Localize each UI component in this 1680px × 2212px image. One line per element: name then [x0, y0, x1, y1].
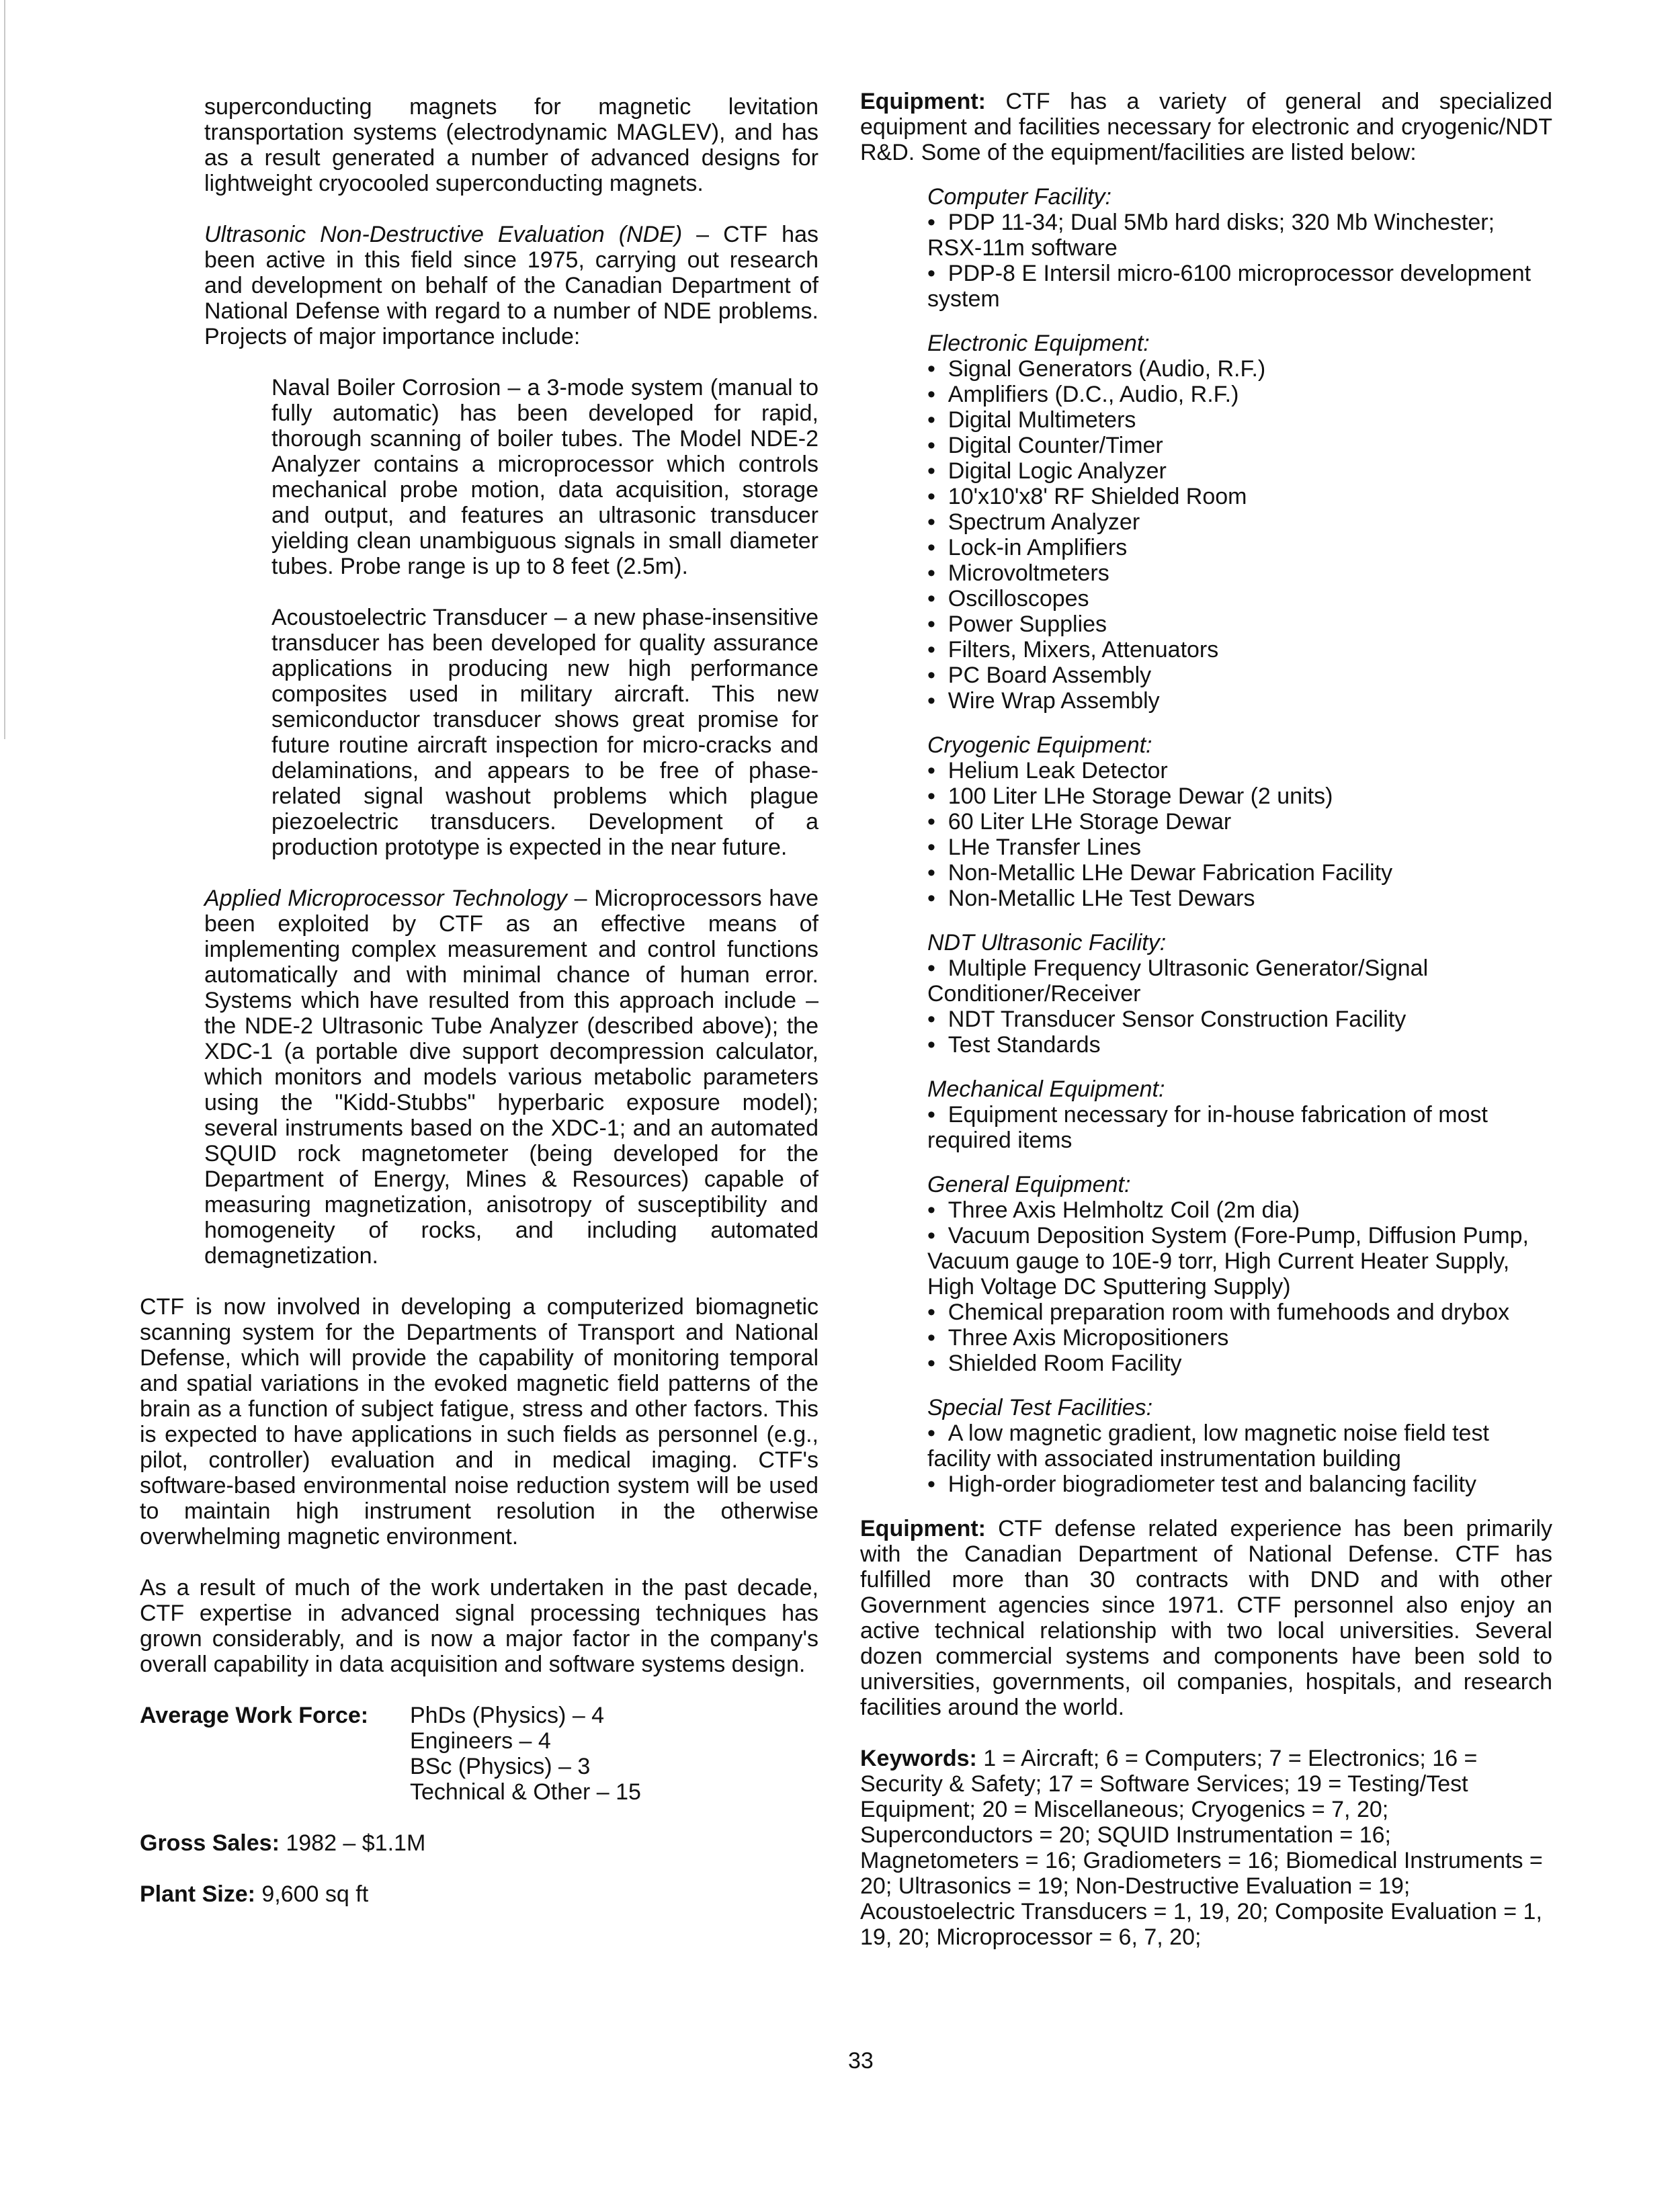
acoustoelectric-paragraph: Acoustoelectric Transducer – a new phase-insensitive transducer has been developed for quality assurance applications in producing new high performance composites used in military aircraft. This new semiconductor transducer shows great promise for future routine aircraft inspection for micro-cracks and delaminations, and appears to be free of phase-related signal washout problems which plague piezoelectric transducers. Development of a production prototype is expected in the near future.: [271, 605, 818, 860]
equipment-list: [927, 955, 1552, 1058]
plant-size-value: 9,600 sq ft: [255, 1881, 369, 1907]
page-number: 33: [848, 2048, 874, 2074]
equipment-list-item: • 10'x10'x8' RF Shielded Room: [927, 484, 1552, 509]
equipment-list-item: • LHe Transfer Lines: [927, 835, 1552, 860]
equipment-list-item: • Digital Multimeters: [927, 407, 1552, 433]
plant-size: [140, 1881, 818, 1907]
equipment-section-title: General Equipment:: [927, 1172, 1131, 1197]
equipment-list-item: • Chemical preparation room with fumehoods and drybox: [927, 1300, 1552, 1325]
equipment-list-item: • Vacuum Deposition System (Fore-Pump, Diffusion Pump, Vacuum gauge to 10E-9 torr, High Current Heater Supply, High Voltage DC Sputtering Supply): [927, 1223, 1552, 1300]
microprocessor-text: – Microprocessors have been exploited by CTF as an effective means of implementing complex measurement and control functions automatically and with minimal chance of human error. Systems which have resulted from this approach include – the NDE-2 Ultrasonic Tube Analyzer (described above); the XDC-1 (a portable dive support decompression calculator, which monitors and models various metabolic parameters using the "Kidd-Stubbs" hyperbaric exposure model); several instruments based on the XDC-1; and an automated SQUID rock magnetometer (being developed for the Department of Energy, Mines & Resources) capable of measuring magnetization, anisotropy of susceptibility and homogeneity of rocks, and including automated demagnetization.: [204, 886, 818, 1269]
equipment-list-item: • Multiple Frequency Ultrasonic Generator/Signal Conditioner/Receiver: [927, 955, 1552, 1007]
equipment-section: [927, 1172, 1552, 1376]
work-force-phds: PhDs (Physics) – 4: [410, 1703, 605, 1728]
equipment-list-item: • Three Axis Micropositioners: [927, 1325, 1552, 1351]
equipment-list: [927, 1420, 1552, 1497]
equipment-list-item: • Wire Wrap Assembly: [927, 688, 1552, 714]
work-force-technical: Technical & Other – 15: [410, 1779, 641, 1805]
equipment-list: [927, 758, 1552, 911]
maglev-paragraph: superconducting magnets for magnetic levitation transportation systems (electrodynamic MAGLEV), and has as a result generated a number of advanced designs for lightweight cryocooled superconducting magnets.: [204, 94, 818, 196]
equipment-list-item: • 60 Liter LHe Storage Dewar: [927, 809, 1552, 835]
equipment-list-item: • PDP 11-34; Dual 5Mb hard disks; 320 Mb Winchester; RSX-11m software: [927, 210, 1552, 261]
equipment-list-item: • Filters, Mixers, Attenuators: [927, 637, 1552, 663]
equipment-list-item: • Test Standards: [927, 1032, 1552, 1058]
left-column: [140, 94, 818, 1907]
equipment-section-title: Electronic Equipment:: [927, 331, 1150, 356]
equipment-list-item: • PDP-8 E Intersil micro-6100 microprocessor development system: [927, 261, 1552, 312]
equipment-list-item: • Oscilloscopes: [927, 586, 1552, 611]
gross-sales-label: Gross Sales:: [140, 1830, 280, 1856]
equipment-section: [927, 930, 1552, 1058]
equipment-list: [927, 356, 1552, 714]
plant-size-label: Plant Size:: [140, 1881, 255, 1907]
equipment-section: [927, 1076, 1552, 1153]
equipment-section: [927, 1395, 1552, 1497]
equipment-list-item: • Signal Generators (Audio, R.F.): [927, 356, 1552, 382]
equipment-list-item: • Equipment necessary for in-house fabrication of most required items: [927, 1102, 1552, 1153]
equipment-list-item: • Shielded Room Facility: [927, 1351, 1552, 1376]
equipment-list-item: • Spectrum Analyzer: [927, 509, 1552, 535]
equipment-list-item: • Non-Metallic LHe Dewar Fabrication Facility: [927, 860, 1552, 886]
microprocessor-heading: Applied Microprocessor Technology: [204, 886, 567, 911]
signal-processing-paragraph: As a result of much of the work undertaken in the past decade, CTF expertise in advanced signal processing techniques has grown considerably, and is now a major factor in the company's overall capability in data acquisition and software systems design.: [140, 1575, 818, 1677]
defense-text: CTF defense related experience has been primarily with the Canadian Department of National Defense. CTF has fulfilled more than 30 contracts with DND and with other Government agencies since 1971. CTF personnel also enjoy an active technical relationship with two local universities. Several dozen commercial systems and components have been sold to universities, governments, oil companies, hospitals, and research facilities around the world.: [860, 1516, 1552, 1720]
equipment-intro: [860, 89, 1552, 165]
equipment-list: [927, 1197, 1552, 1376]
equipment-list: [927, 210, 1552, 312]
equipment-list: [927, 1102, 1552, 1153]
equipment-list-item: • Power Supplies: [927, 611, 1552, 637]
equipment-list-item: • NDT Transducer Sensor Construction Facility: [927, 1007, 1552, 1032]
ndt-heading: Ultrasonic Non-Destructive Evaluation (NDE): [204, 222, 683, 247]
equipment-sections: [860, 165, 1552, 1497]
equipment-section-title: Special Test Facilities:: [927, 1395, 1153, 1420]
work-force-label: Average Work Force:: [140, 1703, 369, 1728]
equipment-list-item: • Helium Leak Detector: [927, 758, 1552, 783]
equipment-section: [927, 732, 1552, 911]
equipment-section-title: NDT Ultrasonic Facility:: [927, 930, 1167, 955]
equipment-list-item: • PC Board Assembly: [927, 663, 1552, 688]
equipment-list-item: • Amplifiers (D.C., Audio, R.F.): [927, 382, 1552, 407]
equipment-list-item: • Lock-in Amplifiers: [927, 535, 1552, 560]
equipment-list-item: • Non-Metallic LHe Test Dewars: [927, 886, 1552, 911]
equipment-list-item: • Digital Logic Analyzer: [927, 458, 1552, 484]
equipment-section-title: Mechanical Equipment:: [927, 1076, 1165, 1102]
work-force-block: [140, 1703, 818, 1805]
equipment-section: [927, 184, 1552, 312]
defense-label: Equipment:: [860, 1516, 986, 1541]
defense-paragraph: [860, 1516, 1552, 1720]
equipment-list-item: • Three Axis Helmholtz Coil (2m dia): [927, 1197, 1552, 1223]
keywords-label: Keywords:: [860, 1746, 977, 1771]
biomagnetic-paragraph: CTF is now involved in developing a computerized biomagnetic scanning system for the Departments of Transport and National Defense, which will provide the capability of monitoring temporal and spatial variations in the evoked magnetic field patterns of the brain as a function of subject fatigue, stress and other factors. This is expected to have applications in such fields as personnel (e.g., pilot, controller) evaluation and in medical imaging. CTF's software-based environmental noise reduction system will be used to maintain high instrument resolution in the otherwise overwhelming magnetic environment.: [140, 1294, 818, 1549]
equipment-label: Equipment:: [860, 89, 986, 114]
equipment-list-item: • 100 Liter LHe Storage Dewar (2 units): [927, 783, 1552, 809]
equipment-section: [927, 331, 1552, 714]
gross-sales-value: 1982 – $1.1M: [279, 1830, 426, 1856]
equipment-list-item: • Digital Counter/Timer: [927, 433, 1552, 458]
keywords-paragraph: [860, 1746, 1552, 1950]
microprocessor-paragraph: [204, 886, 818, 1269]
equipment-section-title: Cryogenic Equipment:: [927, 732, 1152, 758]
equipment-list-item: • Microvoltmeters: [927, 560, 1552, 586]
work-force-values: [410, 1703, 641, 1805]
equipment-list-item: • High-order biogradiometer test and balancing facility: [927, 1472, 1552, 1497]
work-force-bsc: BSc (Physics) – 3: [410, 1754, 591, 1779]
ndt-paragraph: [204, 222, 818, 349]
scan-margin-mark: [4, 0, 5, 739]
right-column: [860, 89, 1552, 1950]
work-force-engineers: Engineers – 4: [410, 1728, 551, 1754]
equipment-list-item: • A low magnetic gradient, low magnetic noise field test facility with associated instrumentation building: [927, 1420, 1552, 1472]
equipment-intro-text: CTF has a variety of general and specialized equipment and facilities necessary for electronic and cryogenic/NDT R&D. Some of the equipment/facilities are listed below:: [860, 89, 1552, 165]
ndt-text: – CTF has been active in this field since 1975, carrying out research and development on behalf of the Canadian Department of National Defense with regard to a number of NDE problems. Projects of major importance include:: [204, 222, 818, 349]
gross-sales: [140, 1830, 818, 1856]
keywords-text: 1 = Aircraft; 6 = Computers; 7 = Electronics; 16 = Security & Safety; 17 = Software Services; 19 = Testing/Test Equipment; 20 = Miscellaneous; Cryogenics = 7, 20; Superconductors = 20; SQUID Instrumentation = 16; Magnetometers = 16; Gradiometers = 16; Biomedical Instruments = 20; Ultrasonics = 19; Non-Destructive Evaluation = 19; Acoustoelectric Transducers = 1, 19, 20; Composite Evaluation = 1, 19, 20; Microprocessor = 6, 7, 20;: [860, 1746, 1543, 1950]
boiler-paragraph: Naval Boiler Corrosion – a 3-mode system (manual to fully automatic) has been developed for rapid, thorough scanning of boiler tubes. The Model NDE-2 Analyzer contains a microprocessor which controls mechanical probe motion, data acquisition, storage and output, and features an ultrasonic transducer yielding clean unambiguous signals in small diameter tubes. Probe range is up to 8 feet (2.5m).: [271, 375, 818, 579]
equipment-section-title: Computer Facility:: [927, 184, 1111, 210]
